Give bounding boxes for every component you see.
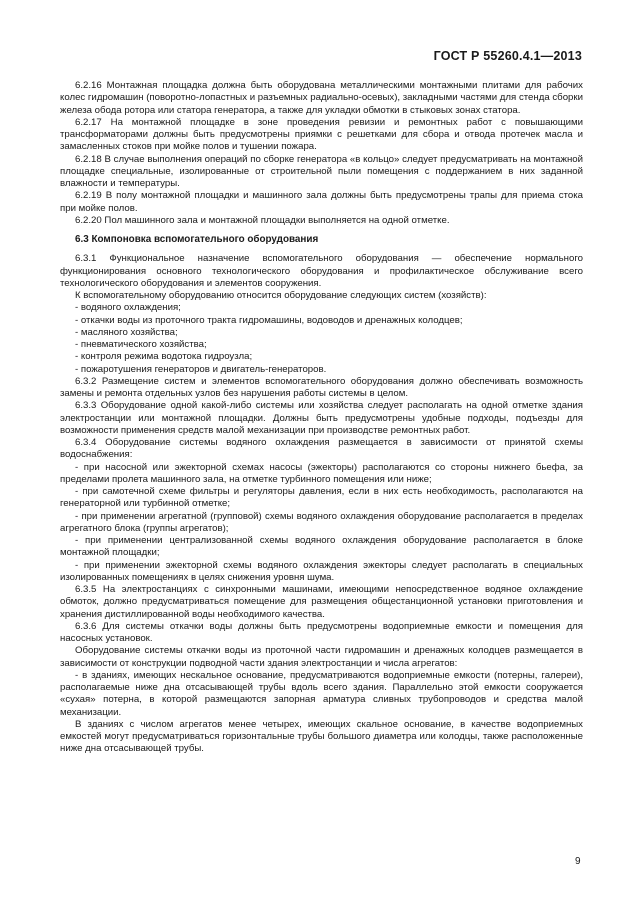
- list-item: - контроля режима водотока гидроузла;: [75, 351, 253, 363]
- page-number: 9: [575, 856, 581, 867]
- list-item: - пожаротушения генераторов и двигатель-генераторов.: [75, 363, 327, 375]
- paragraph-6-3-4: 6.3.4 Оборудование системы водяного охлаждения размещается в зависимости от принятой схемы водоснабжения:: [60, 437, 583, 461]
- list-item: - пневматического хозяйства;: [75, 339, 207, 350]
- paragraph-6-2-16: 6.2.16 Монтажная площадка должна быть оборудована металлическими монтажными плитами для рабочих колес гидромашин (поворотно-лопастных и разъемных радиально-осевых), закладными частями для стенда сборки железа обода ротора или статора генератора, а также для укладки обмотки в стыковых зонах статора.: [60, 80, 583, 116]
- list-item: - при применении эжекторной схемы водяного охлаждения эжекторы следует располагать в специальных изолированных помещениях в целях снижения уровня шума.: [60, 559, 583, 583]
- paragraph-6-3-3: 6.3.3 Оборудование одной какой-либо системы или хозяйства следует располагать на одной отметке здания электростанции или монтажной площадки. Должны быть предусмотрены удобные подходы, подъезды для возможности применения средств малой механизации при производстве ремонтных работ.: [60, 400, 583, 436]
- drain-intro: Оборудование системы откачки воды из проточной части гидромашин и дренажных колодцев размещается в зависимости от конструкции подводной части здания электростанции и числа агрегатов:: [60, 645, 583, 669]
- list-item: - в зданиях, имеющих нескальное основание, предусматриваются водоприемные емкости (потерны, галереи), располагаемые ниже дна отсасывающей трубы вдоль всего здания. Параллельно этой емкости сооружается «сухая» потерна, в которой размещаются запорная арматура сливных трубопроводов и средства малой механизации.: [60, 669, 583, 718]
- standard-header: ГОСТ Р 55260.4.1—2013: [433, 49, 582, 63]
- paragraph-6-2-17: 6.2.17 На монтажной площадке в зоне проведения ревизии и ремонтных работ с повышающими трансформаторами должны быть предусмотрены приямки с решетками для сбора и отвода протечек масла и замасленных стоков при мойке полов и тушении пожара.: [60, 116, 583, 153]
- list-item: - при применении централизованной схемы водяного охлаждения оборудование располагается в блоке монтажной площадки;: [60, 535, 583, 559]
- drain-last: В зданиях с числом агрегатов менее четырех, имеющих скальное основание, в качестве водоприемных емкостей могут предусматриваться горизонтальные трубы большого диаметра или колодцы, также расположенные ниже дна отсасывающей трубы.: [60, 718, 583, 755]
- systems-intro: К вспомогательному оборудованию относится оборудование следующих систем (хозяйств):: [75, 290, 487, 301]
- list-item: - при насосной или эжекторной схемах насосы (эжекторы) располагаются со стороны нижнего бьефа, за пределами пролета машинного зала, на отметке турбинного помещения или ниже;: [60, 461, 583, 485]
- document-body: [60, 80, 583, 756]
- section-heading: 6.3 Компоновка вспомогательного оборудования: [75, 234, 319, 245]
- paragraph-6-2-20: 6.2.20 Пол машинного зала и монтажной площадки выполняется на одной отметке.: [75, 214, 450, 226]
- list-item: - водяного охлаждения;: [75, 302, 181, 314]
- list-item: - при самотечной схеме фильтры и регуляторы давления, если в них есть необходимость, располагаются на генераторной или турбинной отметке;: [60, 486, 583, 510]
- paragraph-6-2-18: 6.2.18 В случае выполнения операций по сборке генератора «в кольцо» следует предусматривать на монтажной площадке специальные, изолированные от строительной пыли помещения с поддержанием в них заданной влажности и температуры.: [60, 153, 583, 189]
- list-item: - откачки воды из проточного тракта гидромашины, водоводов и дренажных колодцев;: [75, 314, 463, 326]
- list-item: - масляного хозяйства;: [75, 326, 178, 338]
- paragraph-6-3-1: 6.3.1 Функциональное назначение вспомогательного оборудования — обеспечение нормального функционирования основного технологического оборудования и профилактическое обслуживание всего технологического оборудования и элементов сооружения.: [60, 253, 583, 289]
- paragraph-6-3-2: 6.3.2 Размещение систем и элементов вспомогательного оборудования должно обеспечивать возможность замены и ремонта отдельных узлов без нарушения работы системы в целом.: [60, 375, 583, 399]
- paragraph-6-3-5: 6.3.5 На электростанциях с синхронными машинами, имеющими непосредственное водяное охлаждение обмоток, должно предусматриваться помещение для размещения общестанционной установки приготовления и хранения дистиллированной воды необходимого качества.: [60, 584, 583, 620]
- list-item: - при применении агрегатной (групповой) схемы водяного охлаждения оборудование располагается в пределах агрегатного блока (группы агрегатов);: [60, 510, 583, 534]
- paragraph-6-2-19: 6.2.19 В полу монтажной площадки и машинного зала должны быть предусмотрены трапы для приема стока при мойке полов.: [60, 190, 583, 214]
- paragraph-6-3-6: 6.3.6 Для системы откачки воды должны быть предусмотрены водоприемные емкости и помещения для насосных установок.: [60, 620, 583, 644]
